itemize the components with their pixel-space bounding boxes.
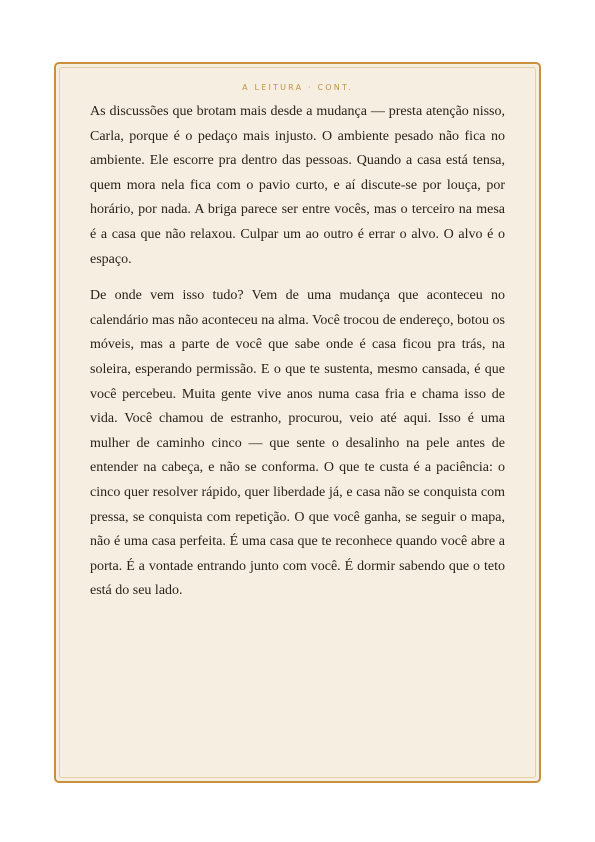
paragraph: De onde vem isso tudo? Vem de uma mudança que aconteceu no calendário mas não aconteceu na alma. Você trocou de endereço, botou os móveis, mas a parte de você que sabe onde é casa ficou pra trás, na soleira, esperando permissão. E o que te sustenta, mesmo cansada, é que você percebeu. Muita gente vive anos numa casa fria e chama isso de vida. Você chamou de estranho, procurou, veio até aqui. Isso é uma mulher de caminho cinco — que sente o desalinho na pele antes de entender na cabeça, e não se conforma. O que te custa é a paciência: o cinco quer resolver rápido, quer liberdade já, e casa não se conquista com pressa, se conquista com repetição. O que você ganha, se seguir o mapa, não é uma casa perfeita. É uma casa que te reconhece quando você abre a porta. É a vontade entrando junto com você. É dormir sabendo que o teto está do seu lado. <box>90 288 505 599</box>
section-header: A LEITURA · CONT. <box>242 83 353 92</box>
reading-card <box>54 62 541 783</box>
reading-body <box>90 100 505 616</box>
paragraph: As discussões que brotam mais desde a mudança — presta atenção nisso, Carla, porque é o pedaço mais injusto. O ambiente pesado não fica no ambiente. Ele escorre pra dentro das pessoas. Quando a casa está tensa, quem mora nela fica com o pavio curto, e aí discute-se por louça, por horário, por nada. A briga parece ser entre vocês, mas o terceiro na mesa é a casa que não relaxou. Culpar um ao outro é errar o alvo. O alvo é o espaço. <box>90 104 505 267</box>
